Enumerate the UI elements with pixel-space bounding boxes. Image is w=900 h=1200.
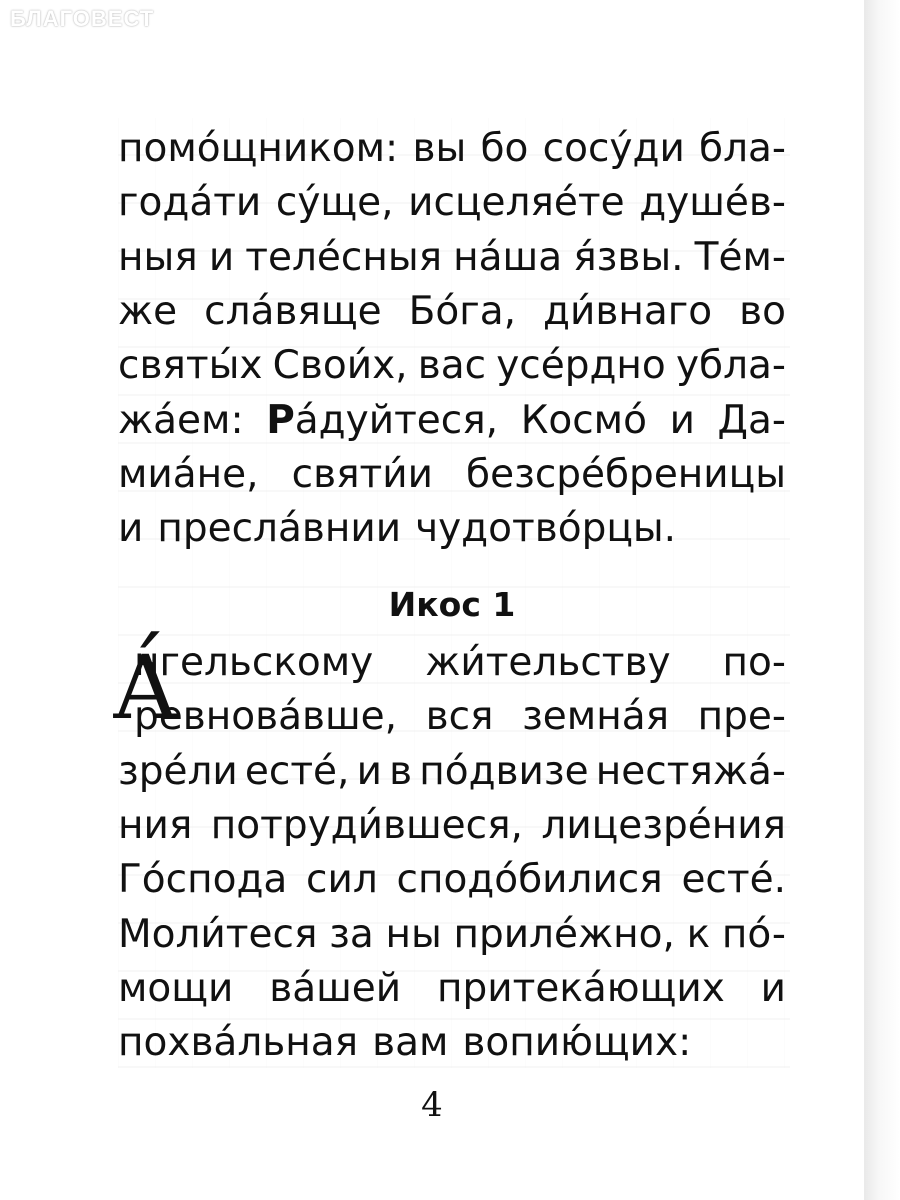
text-line	[118, 339, 786, 393]
text-line	[118, 853, 786, 907]
word: миáне,	[118, 451, 259, 497]
word: жи́тельству	[425, 640, 671, 685]
drop-cap-initial: А́	[112, 636, 179, 739]
word: и	[118, 506, 144, 552]
word: убла-	[675, 343, 786, 389]
word: сосýди	[542, 126, 685, 171]
word: и	[669, 397, 695, 443]
word: ния	[118, 802, 193, 848]
word: Гóспода	[118, 857, 288, 903]
word: естé.	[681, 857, 786, 903]
text-line	[118, 502, 786, 556]
word: святи́и	[291, 451, 433, 497]
word: Моли́теся	[118, 911, 318, 957]
text-line	[118, 1016, 786, 1070]
word: Рáдуйтеся,	[266, 397, 499, 443]
word: чудотвóрцы.	[415, 506, 677, 552]
text-line	[118, 176, 786, 230]
word: телéсныя	[245, 234, 443, 280]
word: вопию́щих:	[462, 1020, 692, 1066]
word: же	[118, 288, 178, 334]
word: Свои́х,	[272, 343, 408, 389]
word: ревновáвше,	[134, 694, 398, 740]
text-line	[118, 122, 786, 176]
word: земнáя	[522, 694, 670, 740]
word: Да-	[717, 397, 786, 443]
word: по-	[722, 640, 786, 685]
word: ди́внаго	[543, 288, 713, 334]
word: бо	[480, 126, 529, 171]
word: Бóга,	[408, 288, 517, 334]
word: и	[356, 748, 382, 794]
word: похвáльная	[118, 1020, 359, 1066]
word: в	[389, 748, 413, 794]
text-line	[118, 962, 786, 1016]
word: мощи	[118, 965, 234, 1011]
word: вы	[412, 126, 467, 171]
text-line	[118, 231, 786, 285]
bold-initial: Р	[266, 397, 295, 443]
word: вам	[372, 1020, 449, 1066]
word: притекáющих	[437, 965, 725, 1011]
word: вас	[417, 343, 487, 389]
word: лицезрéния	[541, 802, 786, 848]
word: я́звы.	[573, 234, 684, 280]
word: Космó	[520, 397, 647, 443]
text-line	[118, 394, 786, 448]
word: сил	[306, 857, 378, 903]
word: исцеляéте	[408, 180, 625, 226]
word: вся	[425, 694, 494, 740]
word: усéрдно	[496, 343, 666, 389]
word: безсрéбреницы	[466, 451, 786, 497]
word: нгельскому	[134, 640, 374, 685]
word: и	[760, 965, 786, 1011]
word: ны	[385, 911, 442, 957]
word: пре-	[697, 694, 786, 740]
text-line	[118, 448, 786, 502]
word: душéв-	[639, 180, 786, 226]
word: нестяжá-	[595, 748, 786, 794]
word: пó-	[721, 911, 786, 957]
page-edge-shadow	[864, 0, 900, 1200]
word: потруди́вшеся,	[210, 802, 523, 848]
word: жáем:	[118, 397, 244, 443]
word: бла-	[699, 126, 786, 171]
word: сподóбилися	[396, 857, 663, 903]
word: ныя	[118, 234, 198, 280]
text-line	[118, 908, 786, 962]
page-number: 4	[421, 1085, 443, 1125]
word: Тéм-	[694, 234, 786, 280]
word: за	[329, 911, 374, 957]
word: вáшей	[269, 965, 402, 1011]
word: прилéжно,	[453, 911, 675, 957]
word: годáти	[118, 180, 262, 226]
word: слáвяще	[204, 288, 382, 334]
word: святы́х	[118, 343, 263, 389]
word: преслáвнии	[157, 506, 402, 552]
text-line	[118, 285, 786, 339]
word: и	[208, 234, 235, 280]
word: пóдвизе	[419, 748, 589, 794]
text-line	[134, 636, 786, 690]
text-line	[134, 690, 786, 744]
word: во	[739, 288, 786, 334]
ikos-heading: Икос 1	[388, 585, 516, 624]
word: нáша	[453, 234, 563, 280]
word: помóщником:	[118, 126, 399, 171]
word: сýще,	[275, 180, 394, 226]
text-line	[118, 745, 786, 799]
word: естé,	[244, 748, 350, 794]
text-line	[118, 799, 786, 853]
word: зрéли	[118, 748, 238, 794]
word: к	[686, 911, 711, 957]
watermark-logo: БЛАГОВЕСТ	[10, 6, 155, 31]
